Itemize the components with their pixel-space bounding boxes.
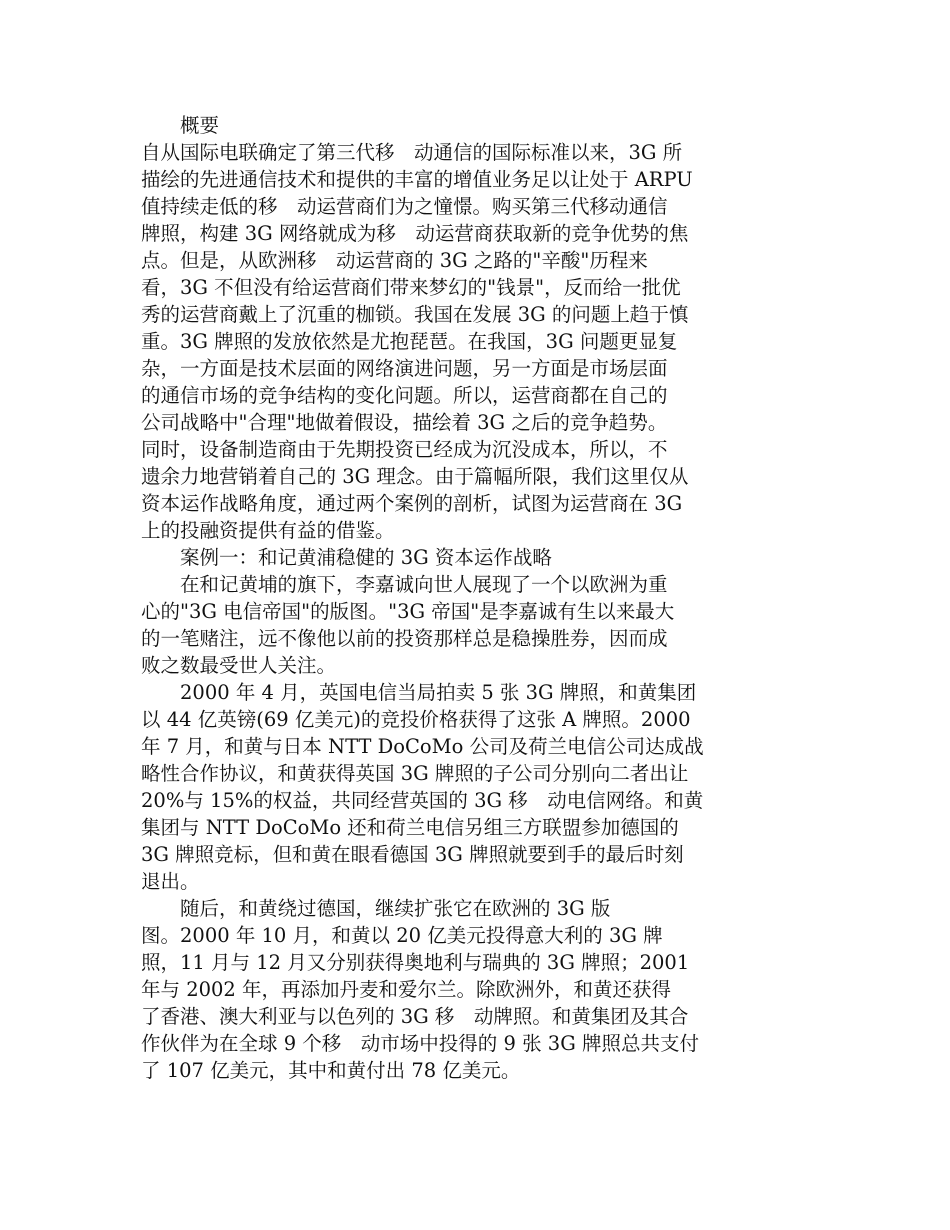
text-line: 秀的运营商戴上了沉重的枷锁。我国在发展 3G 的问题上趋于慎: [141, 303, 689, 326]
text-line: 图。2000 年 10 月，和黄以 20 亿美元投得意大利的 3G 牌: [141, 924, 663, 947]
text-line: 值持续走低的移 动运营商们为之憧憬。购买第三代移动通信: [141, 195, 668, 218]
text-line: 概要: [141, 114, 220, 137]
text-line: 20%与 15%的权益，共同经营英国的 3G 移 动电信网络。和黄: [141, 789, 704, 812]
text-line: 照，11 月与 12 月又分别获得奥地利与瑞典的 3G 牌照；2001: [141, 951, 690, 974]
text-line: 以 44 亿英镑(69 亿美元)的竞投价格获得了这张 A 牌照。2000: [141, 708, 691, 731]
text-line: 杂，一方面是技术层面的网络演进问题，另一方面是市场层面: [141, 357, 668, 380]
text-line: 牌照，构建 3G 网络就成为移 动运营商获取新的竞争优势的焦: [141, 222, 689, 245]
text-line: 了 107 亿美元，其中和黄付出 78 亿美元。: [141, 1059, 521, 1082]
text-line: 随后，和黄绕过德国，继续扩张它在欧洲的 3G 版: [141, 897, 611, 920]
text-line: 点。但是，从欧洲移 动运营商的 3G 之路的"辛酸"历程来: [141, 249, 648, 272]
text-line: 心的"3G 电信帝国"的版图。"3G 帝国"是李嘉诚有生以来最大: [141, 600, 675, 623]
text-line: 资本运作战略角度，通过两个案例的剖析，试图为运营商在 3G: [141, 492, 683, 515]
text-line: 的一笔赌注，远不像他以前的投资那样总是稳操胜券，因而成: [141, 627, 668, 650]
text-line: 作伙伴为在全球 9 个移 动市场中投得的 9 张 3G 牌照总共支付: [141, 1032, 699, 1055]
text-line: 自从国际电联确定了第三代移 动通信的国际标准以来，3G 所: [141, 141, 683, 164]
text-line: 的通信市场的竞争结构的变化问题。所以，运营商都在自己的: [141, 384, 668, 407]
text-line: 公司战略中"合理"地做着假设，描绘着 3G 之后的竞争趋势。: [141, 411, 668, 434]
text-line: 上的投融资提供有益的借鉴。: [141, 519, 395, 542]
document-body: [141, 112, 741, 1084]
text-line: 同时，设备制造商由于先期投资已经成为沉没成本，所以，不: [141, 438, 668, 461]
text-line: 描绘的先进通信技术和提供的丰富的增值业务足以让处于 ARPU: [141, 168, 693, 191]
text-line: 2000 年 4 月，英国电信当局拍卖 5 张 3G 牌照，和黄集团: [141, 681, 697, 704]
text-line: 年与 2002 年，再添加丹麦和爱尔兰。除欧洲外，和黄还获得: [141, 978, 672, 1001]
text-line: 案例一：和记黄浦稳健的 3G 资本运作战略: [141, 546, 552, 569]
text-line: 遗余力地营销着自己的 3G 理念。由于篇幅所限，我们这里仅从: [141, 465, 689, 488]
text-line: 在和记黄埔的旗下，李嘉诚向世人展现了一个以欧洲为重: [141, 573, 668, 596]
text-line: 了香港、澳大利亚与以色列的 3G 移 动牌照。和黄集团及其合: [141, 1005, 689, 1028]
text-line: 败之数最受世人关注。: [141, 654, 337, 677]
text-line: 年 7 月，和黄与日本 NTT DoCoMo 公司及荷兰电信公司达成战: [141, 735, 704, 758]
text-line: 集团与 NTT DoCoMo 还和荷兰电信另组三方联盟参加德国的: [141, 816, 679, 839]
text-line: 略性合作协议，和黄获得英国 3G 牌照的子公司分别向二者出让: [141, 762, 689, 785]
text-line: 重。3G 牌照的发放依然是尤抱琵琶。在我国，3G 问题更显复: [141, 330, 678, 353]
text-line: 退出。: [141, 870, 200, 893]
text-line: 3G 牌照竞标，但和黄在眼看德国 3G 牌照就要到手的最后时刻: [141, 843, 684, 866]
text-line: 看，3G 不但没有给运营商们带来梦幻的"钱景"，反而给一批优: [141, 276, 681, 299]
